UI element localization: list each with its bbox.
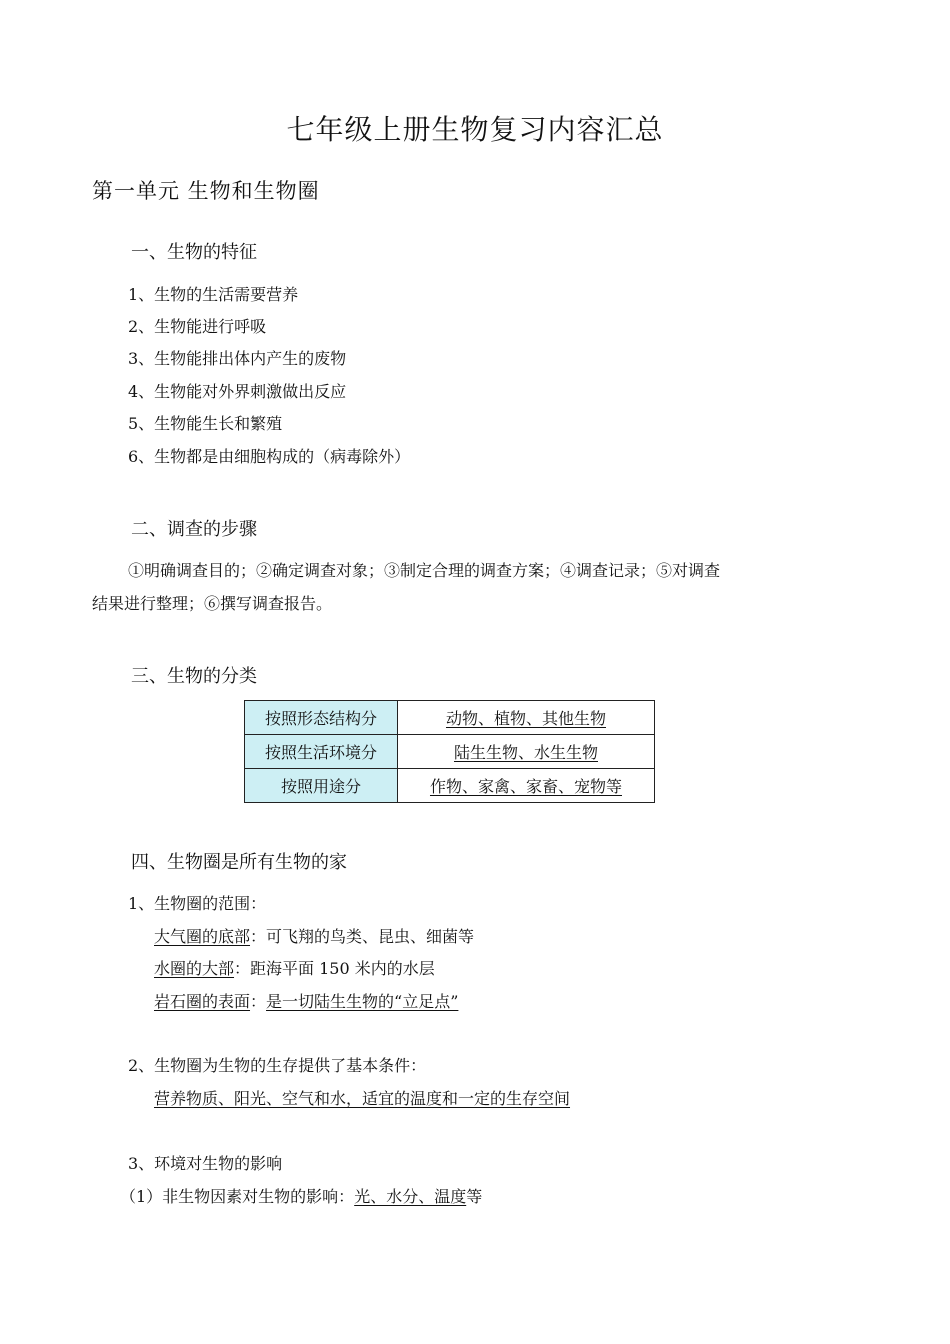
subsection-heading: 3、环境对生物的影响 (128, 1154, 283, 1173)
list-item: 6、生物都是由细胞构成的（病毒除外） (128, 447, 411, 466)
range-line (154, 924, 474, 947)
result-text: 陆生生物、水生生物 (453, 743, 598, 762)
table-cell-basis: 按照生活环境分 (245, 735, 398, 769)
paragraph-line: ①明确调查目的；②确定调查对象；③制定合理的调查方案；④调查记录；⑤对调查 (128, 561, 721, 580)
separator: ： (234, 959, 251, 978)
range-term: 大气圈的底部 (154, 927, 251, 946)
factor-line (120, 1184, 482, 1207)
table-cell-result (398, 735, 655, 769)
section-heading-biosphere: 四、生物圈是所有生物的家 (131, 852, 347, 873)
paragraph-line: 结果进行整理；⑥撰写调查报告。 (92, 594, 333, 613)
list-item: 4、生物能对外界刺激做出反应 (128, 382, 347, 401)
range-desc: 距海平面 150 米内的水层 (250, 959, 435, 978)
table-row (245, 769, 655, 803)
range-term: 岩石圈的表面 (154, 992, 251, 1011)
table-cell-basis: 按照形态结构分 (245, 701, 398, 735)
separator: ： (250, 927, 267, 946)
subsection-heading: 1、生物圈的范围： (128, 894, 267, 913)
range-desc: 是一切陆生生物的“立足点” (266, 992, 459, 1011)
page-title: 七年级上册生物复习内容汇总 (286, 113, 664, 146)
table-row (245, 735, 655, 769)
list-item: 3、生物能排出体内产生的废物 (128, 349, 347, 368)
section-heading-classification: 三、生物的分类 (131, 666, 257, 687)
separator: ： (250, 992, 267, 1011)
section-heading-survey-steps: 二、调查的步骤 (131, 519, 257, 540)
list-item: 5、生物能生长和繁殖 (128, 414, 283, 433)
factor-list: 光、水分、温度 (354, 1187, 467, 1206)
range-desc: 可飞翔的鸟类、昆虫、细菌等 (266, 927, 475, 946)
conditions-text: 营养物质、阳光、空气和水，适宜的温度和一定的生存空间 (154, 1089, 571, 1108)
conditions-line (154, 1086, 570, 1109)
section-heading-characteristics: 一、生物的特征 (131, 242, 257, 263)
factor-prefix: （1）非生物因素对生物的影响： (120, 1187, 355, 1206)
table-cell-result (398, 769, 655, 803)
unit-heading: 第一单元 生物和生物圈 (92, 179, 320, 203)
table-cell-basis: 按照用途分 (245, 769, 398, 803)
subsection-heading: 2、生物圈为生物的生存提供了基本条件： (128, 1056, 427, 1075)
range-line (154, 989, 458, 1012)
classification-table (244, 700, 655, 803)
table-cell-result (398, 701, 655, 735)
list-item: 1、生物的生活需要营养 (128, 285, 299, 304)
table-row (245, 701, 655, 735)
range-term: 水圈的大部 (154, 959, 235, 978)
result-text: 动物、植物、其他生物 (445, 709, 606, 728)
result-text: 作物、家禽、家畜、宠物等 (429, 777, 622, 796)
range-line (154, 956, 435, 979)
list-item: 2、生物能进行呼吸 (128, 317, 267, 336)
factor-suffix: 等 (466, 1187, 483, 1206)
